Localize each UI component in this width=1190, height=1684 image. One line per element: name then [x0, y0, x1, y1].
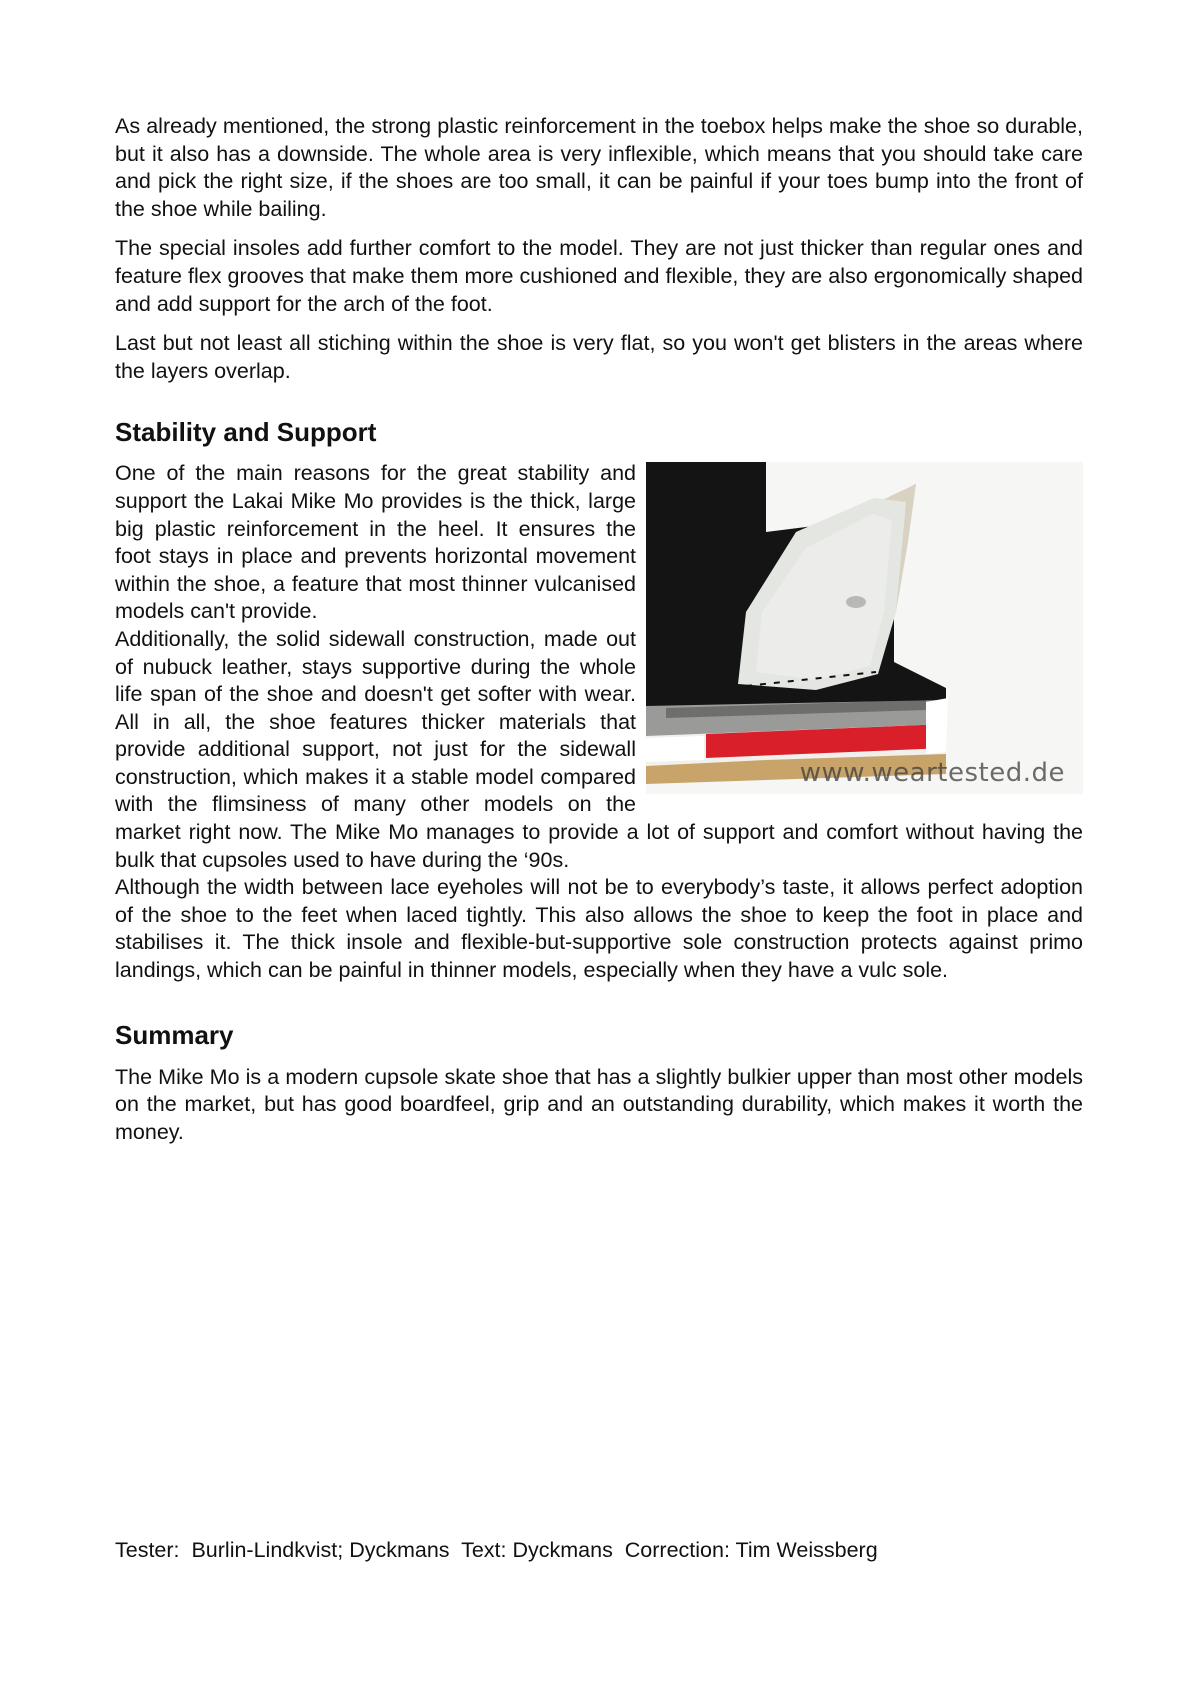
summary-heading: Summary: [115, 1019, 234, 1050]
stability-paragraph-1: One of the main reasons for the great stability and support the Lakai Mike Mo provides is the thick, large big plastic reinforcement in the heel. It ensures the foot stays in place and prevents horizontal movement within the shoe, a feature that most thinner vulcanised models can't provide.: [115, 461, 636, 624]
stability-heading: Stability and Support: [115, 417, 377, 448]
shoe-heel-cutaway-photo: [646, 462, 1083, 794]
shoe-cutaway-illustration: [646, 462, 1083, 794]
credits-footer: Tester: Burlin-Lindkvist; Dyckmans Text: Dyckmans Correction: Tim Weissberg: [115, 1538, 878, 1562]
stability-paragraph-2: Additionally, the solid sidewall construction, made out of nubuck leather, stays supportive during the whole life span of the shoe and doesn't get softer with wear. All in all, the shoe features thicker materials that provide additional support, not just for the sidewall construction, which makes it a stable model compared with the flimsiness of many other models on the market right now. The Mike Mo manages to provide a lot of support and comfort without having the bulk that cupsoles used to have during the ‘90s.: [115, 626, 1083, 872]
intro-paragraph-1: As already mentioned, the strong plastic reinforcement in the toebox helps make the shoe so durable, but it also has a downside. The whole area is very inflexible, which means that you should take care and pick the right size, if the shoes are too small, it can be painful if your toes bump into the front of the shoe while bailing.: [115, 114, 1083, 221]
intro-paragraph-2: The special insoles add further comfort to the model. They are not just thicker than regular ones and feature flex grooves that make them more cushioned and flexible, they are also ergonomically shaped and add support for the arch of the foot.: [115, 236, 1083, 316]
document-page: [115, 113, 1083, 1146]
image-watermark: www.weartested.de: [799, 758, 1065, 789]
stability-paragraph-3: Although the width between lace eyeholes will not be to everybody’s taste, it allows perfect adoption of the shoe to the feet when laced tightly. This also allows the shoe to keep the foot in place and stabilises it. The thick insole and flexible-but-supportive sole construction protects against primo landings, which can be painful in thinner models, especially when they have a vulc sole.: [115, 875, 1083, 983]
intro-paragraph-3: Last but not least all stiching within the shoe is very flat, so you won't get blisters in the areas where the layers overlap.: [115, 331, 1083, 383]
summary-paragraph: The Mike Mo is a modern cupsole skate shoe that has a slightly bulkier upper than most other models on the market, but has good boardfeel, grip and an outstanding durability, which makes it worth the money.: [115, 1064, 1083, 1144]
